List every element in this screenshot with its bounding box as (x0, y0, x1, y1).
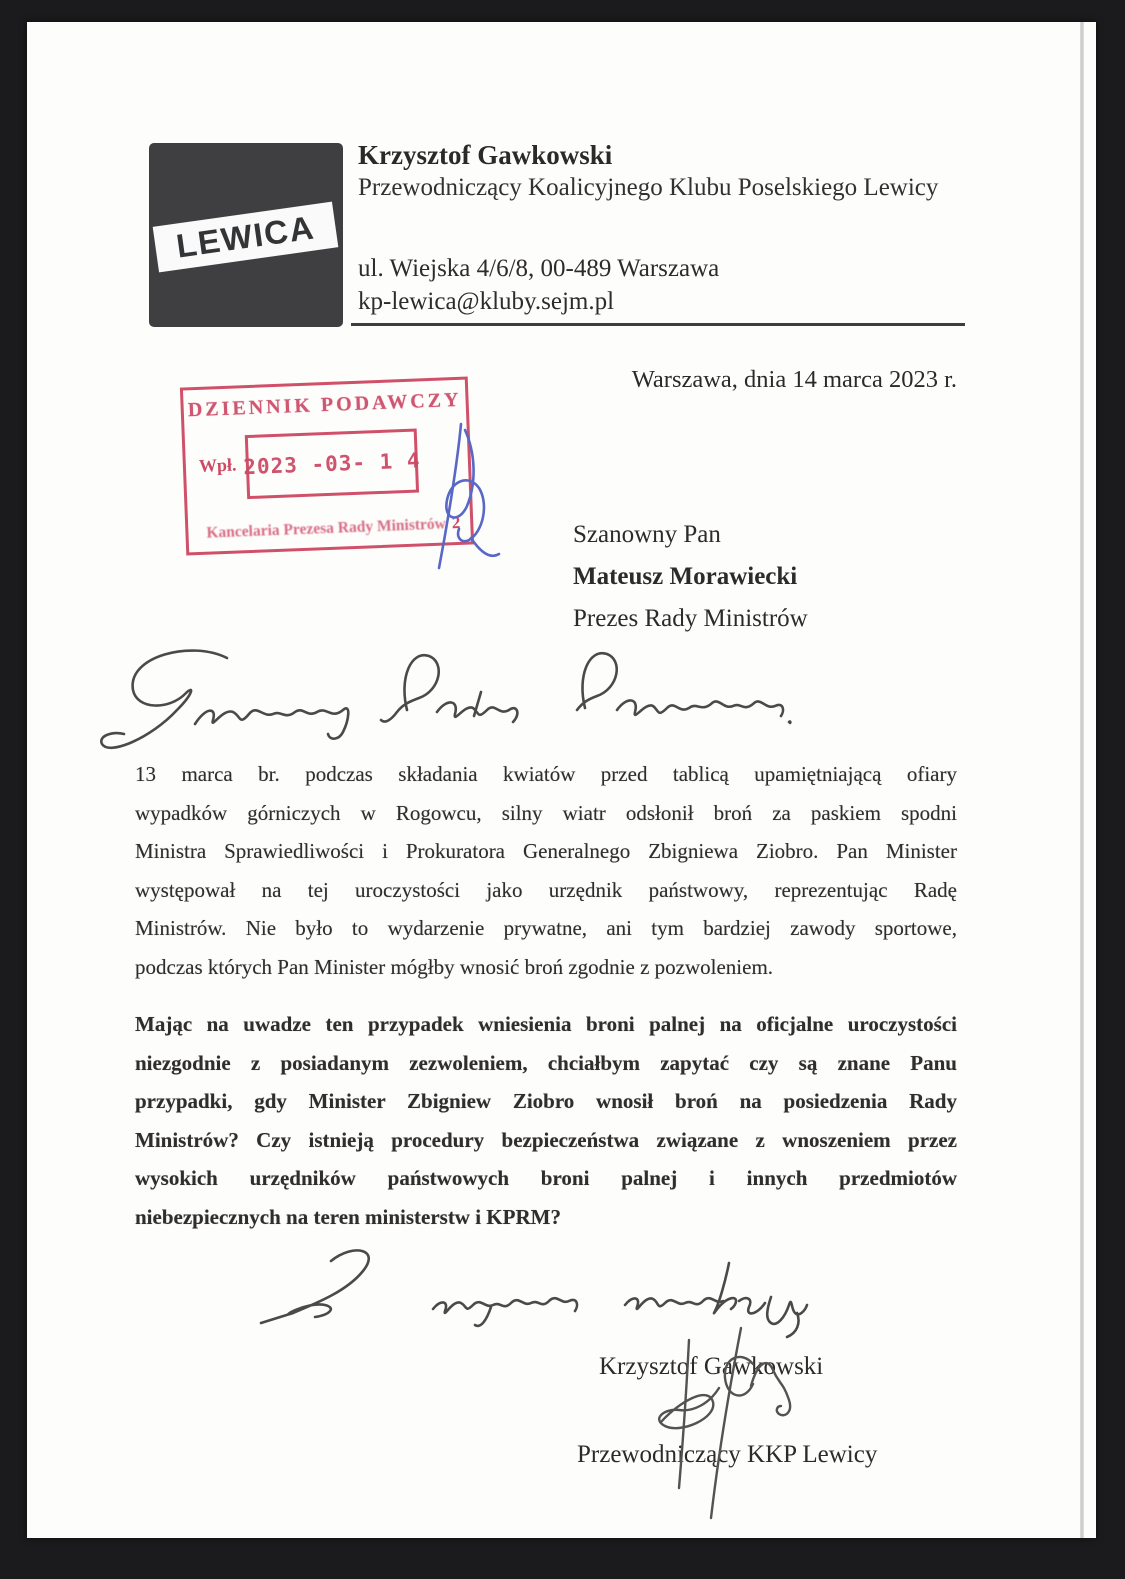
body-paragraph-2 (135, 1005, 957, 1237)
body-line: niebezpiecznych na teren ministerstw i KPRM? (135, 1204, 561, 1229)
recipient-name: Mateusz Morawiecki (573, 563, 798, 590)
sender-email: kp-lewica@kluby.sejm.pl (358, 288, 615, 315)
stamp-number: 2 (451, 512, 461, 533)
body-line: niezgodnie z posiadanym zezwoleniem, chciałbym zapytać czy są znane Panu (135, 1050, 957, 1075)
stamp-date: 2023 -03- 1 4 (242, 448, 422, 480)
body-paragraph-1 (135, 755, 957, 987)
body-line: Ministra Sprawiedliwości i Prokuratora Generalnego Zbigniewa Ziobro. Pan Minister (135, 839, 957, 864)
stamp-title: DZIENNIK PODAWCZY (187, 388, 462, 422)
recipient-salutation: Szanowny Pan (573, 521, 721, 548)
body-line: podczas których Pan Minister mógłby wnosić broń zgodnie z pozwoleniem. (135, 954, 774, 979)
signature-handwriting (617, 1320, 807, 1532)
body-line: wypadków górniczych w Rogowcu, silny wiatr odsłonił broń za paskiem spodni (135, 800, 957, 825)
sender-address: ul. Wiejska 4/6/8, 00-489 Warszawa (358, 255, 720, 282)
lewica-logo (149, 143, 343, 327)
body-line: występował na tej uroczystości jako urzędnik państwowy, reprezentując Radę (135, 877, 957, 902)
body-line: wysokich urzędników państwowych broni palnej i innych przedmiotów (135, 1166, 957, 1191)
lewica-logo-text: LEWICA (173, 208, 317, 265)
lewica-logo-band (153, 202, 339, 273)
body-line: Mając na uwadze ten przypadek wniesienia broni palnej na oficjalne uroczystości (135, 1012, 957, 1036)
body-line: Ministrów? Czy istnieją procedury bezpieczeństwa związane z wnoszeniem przez (135, 1127, 957, 1152)
body-line: przypadki, gdy Minister Zbigniew Ziobro wnosił broń na posiedzenia Rady (135, 1089, 957, 1114)
signer-title: Przewodniczący KKP Lewicy (577, 1441, 878, 1468)
scan-artifact-line (1080, 22, 1084, 1538)
recipient-title: Prezes Rady Ministrów (573, 605, 808, 632)
stamp-paraph-handwriting (399, 416, 529, 584)
handwritten-greeting (97, 646, 867, 766)
dateline: Warszawa, dnia 14 marca 2023 r. (631, 366, 957, 393)
letterhead-divider (351, 323, 965, 326)
sender-title: Przewodniczący Koalicyjnego Klubu Poselskiego Lewicy (358, 174, 939, 201)
stamp-date-box (242, 429, 422, 500)
stamp-received-label: Wpł. (198, 454, 237, 476)
body-line: 13 marca br. podczas składania kwiatów przed tablicą upamiętniającą ofiary (135, 762, 957, 786)
sender-name: Krzysztof Gawkowski (358, 140, 613, 170)
body-line: Ministrów. Nie było to wydarzenie prywatne, ani tym bardziej zawody sportowe, (135, 916, 957, 941)
signer-name: Krzysztof Gawkowski (599, 1353, 824, 1380)
stamp-office: Kancelaria Prezesa Rady Ministrów (206, 515, 447, 542)
letter-page (27, 22, 1096, 1538)
